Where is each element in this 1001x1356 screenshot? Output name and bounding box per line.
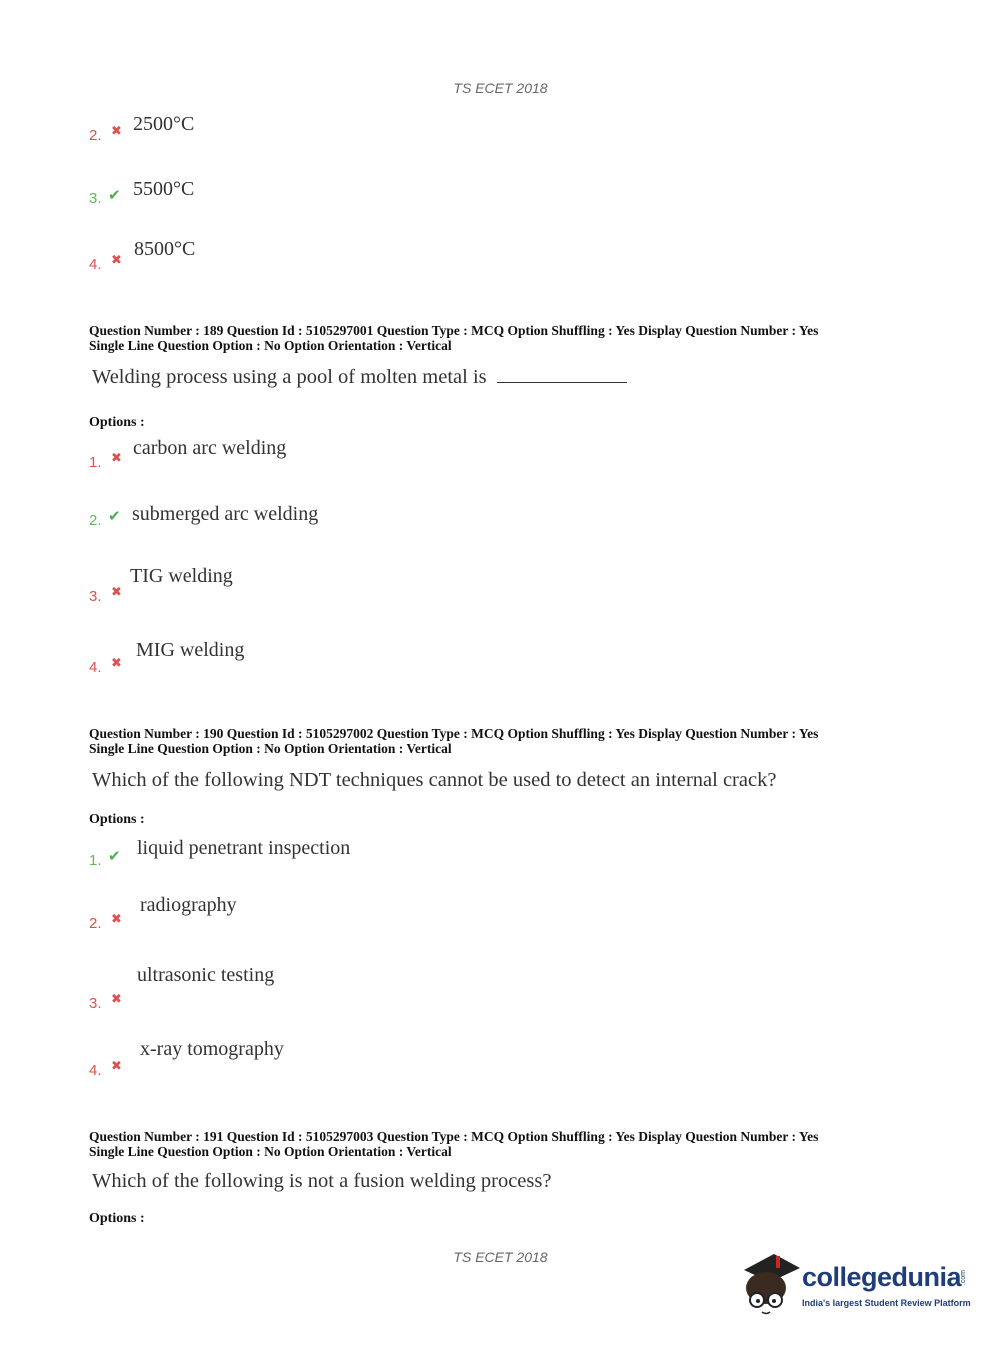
option-number: 3.: [89, 995, 102, 1012]
brand-tagline: India's largest Student Review Platform: [802, 1298, 971, 1308]
page-footer: TS ECET 2018: [453, 1249, 548, 1265]
question-meta-line-1: Question Number : 189 Question Id : 5105297001 Question Type : MCQ Option Shuffling : Yes Display Question Number : Yes: [89, 323, 819, 338]
option-number: 3.: [89, 588, 102, 605]
option-text: x-ray tomography: [140, 1038, 284, 1060]
option-text: TIG welding: [130, 565, 233, 587]
option-text: radiography: [140, 894, 237, 916]
wrong-mark-icon: ✖: [111, 912, 122, 927]
wrong-mark-icon: ✖: [111, 451, 122, 466]
options-label: Options :: [89, 1211, 145, 1226]
wrong-mark-icon: ✖: [111, 585, 122, 600]
question-text: Which of the following NDT techniques cannot be used to detect an internal crack?: [92, 769, 777, 791]
option-text: 5500°C: [133, 178, 195, 200]
correct-check-icon: ✔: [108, 847, 121, 865]
option-text: 8500°C: [134, 238, 196, 260]
question-text-wrap: [92, 366, 627, 389]
question-meta-line-2: Single Line Question Option : No Option Orientation : Vertical: [89, 338, 452, 353]
option-number: 3.: [89, 190, 102, 207]
brand-name: collegedunia: [802, 1262, 962, 1292]
question-meta-line-2: Single Line Question Option : No Option Orientation : Vertical: [89, 741, 452, 756]
page-header: TS ECET 2018: [453, 80, 548, 96]
option-number: 2.: [89, 915, 102, 932]
wrong-mark-icon: ✖: [111, 656, 122, 671]
wrong-mark-icon: ✖: [111, 1059, 122, 1074]
options-label: Options :: [89, 812, 145, 827]
option-number: 4.: [89, 1062, 102, 1079]
collegedunia-logo: [740, 1248, 970, 1318]
correct-check-icon: ✔: [108, 186, 121, 204]
option-text: carbon arc welding: [133, 437, 287, 459]
option-text: ultrasonic testing: [137, 964, 275, 986]
wrong-mark-icon: ✖: [111, 124, 122, 139]
option-text: submerged arc welding: [132, 503, 319, 525]
options-label: Options :: [89, 415, 145, 430]
correct-check-icon: ✔: [108, 507, 121, 525]
option-number: 4.: [89, 256, 102, 273]
option-text: MIG welding: [136, 639, 245, 661]
option-text: liquid penetrant inspection: [137, 837, 351, 859]
question-text: Which of the following is not a fusion welding process?: [92, 1170, 552, 1192]
question-meta-line-2: Single Line Question Option : No Option Orientation : Vertical: [89, 1144, 452, 1159]
option-number: 2.: [89, 512, 102, 529]
mascot-icon: [740, 1248, 802, 1318]
question-text: Welding process using a pool of molten metal is: [92, 366, 487, 388]
wrong-mark-icon: ✖: [111, 992, 122, 1007]
question-meta-line-1: Question Number : 191 Question Id : 5105297003 Question Type : MCQ Option Shuffling : Yes Display Question Number : Yes: [89, 1129, 819, 1144]
option-number: 2.: [89, 127, 102, 144]
option-number: 4.: [89, 659, 102, 676]
option-number: 1.: [89, 454, 102, 471]
option-text: 2500°C: [133, 113, 195, 135]
question-meta-line-1: Question Number : 190 Question Id : 5105297002 Question Type : MCQ Option Shuffling : Yes Display Question Number : Yes: [89, 726, 819, 741]
answer-blank: [497, 382, 627, 383]
brand-domain: .com: [960, 1270, 967, 1286]
wrong-mark-icon: ✖: [111, 253, 122, 268]
option-number: 1.: [89, 852, 102, 869]
